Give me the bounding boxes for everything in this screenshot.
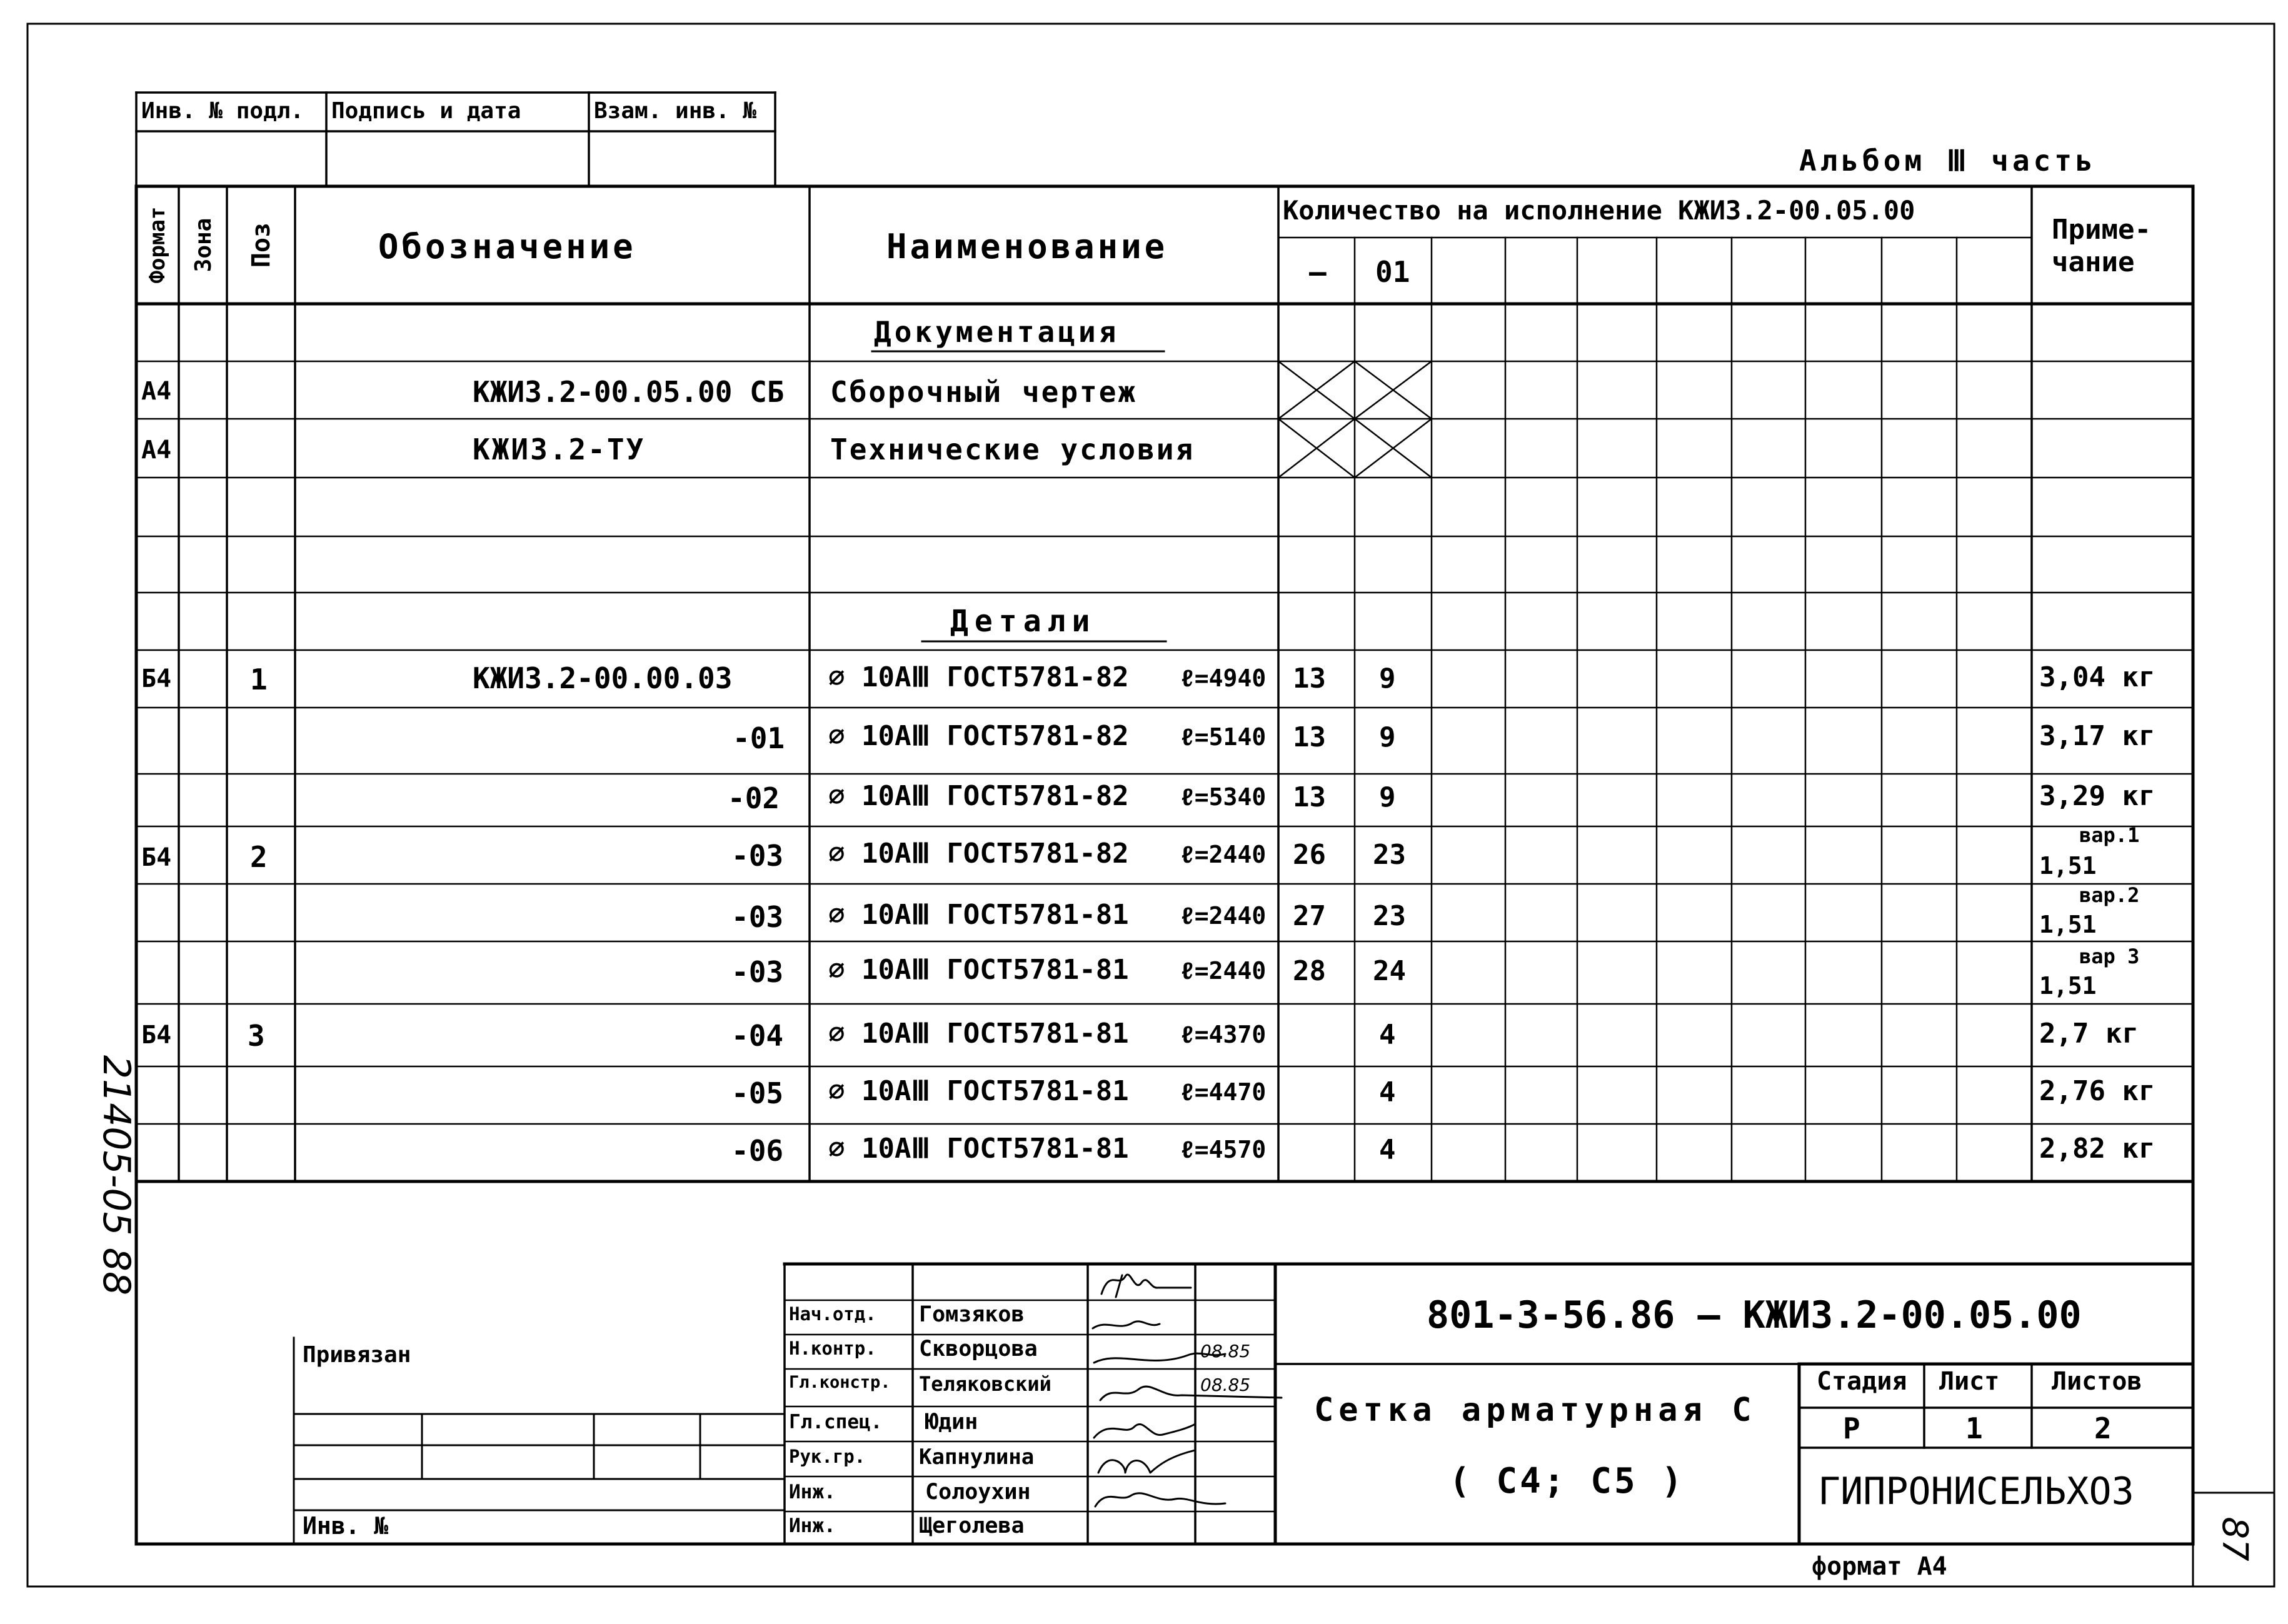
detail-row-designation: -03 <box>731 955 784 989</box>
documentation-section-heading: Документация <box>874 315 1120 349</box>
signer-role: Нач.отд. <box>789 1303 876 1325</box>
signer-role: Инж. <box>789 1481 836 1503</box>
detail-row-qty-base: 13 <box>1293 663 1326 694</box>
detail-row-pos: 1 <box>250 663 268 696</box>
detail-row-pos: 2 <box>250 840 268 874</box>
detail-row-qty-base: 27 <box>1293 900 1326 932</box>
detail-row-length: ℓ=4470 <box>1180 1078 1267 1106</box>
quantity-column-header: Количество на исполнение КЖИ3.2-00.05.00 <box>1283 195 1915 226</box>
detail-row-qty-01: 23 <box>1373 900 1406 932</box>
signer-name: Юдин <box>925 1410 978 1435</box>
detail-row-name: ⌀ 10АⅢ ГОСТ5781-82 <box>828 661 1129 693</box>
organization-name: ГИПРОНИСЕЛЬХОЗ <box>1818 1470 2134 1513</box>
format-footer: формат А4 <box>1812 1552 1947 1581</box>
note-column-header-line2: чание <box>2052 246 2135 278</box>
doc-row-format: А4 <box>141 377 172 406</box>
variant-header-base: – <box>1309 255 1327 289</box>
signer-role: Рук.гр. <box>789 1446 866 1467</box>
drawing-title-variants: ( С4; С5 ) <box>1449 1461 1685 1501</box>
pos-column-header: Поз <box>247 222 276 268</box>
inv-podl-label: Инв. № подл. <box>141 98 304 124</box>
detail-row-designation: -04 <box>731 1019 784 1053</box>
detail-row-length: ℓ=4940 <box>1180 664 1267 692</box>
detail-row-note-mass: 1,51 <box>2039 911 2097 938</box>
details-section-heading: Детали <box>950 604 1096 639</box>
detail-row-note: 3,29 кг <box>2039 780 2155 812</box>
stage-value: Р <box>1843 1411 1860 1445</box>
detail-row-name: ⌀ 10АⅢ ГОСТ5781-81 <box>828 1018 1129 1050</box>
signer-date: 08.85 <box>1200 1341 1251 1361</box>
detail-row-qty-01: 4 <box>1379 1076 1396 1108</box>
signer-name: Щеголева <box>919 1513 1025 1538</box>
designation-column-header: Обозначение <box>378 227 636 266</box>
sheets-label: Листов <box>2052 1367 2142 1396</box>
detail-row-designation: -02 <box>728 781 780 815</box>
signer-name: Капнулина <box>919 1445 1035 1470</box>
album-part-label: Альбом Ⅲ часть <box>1799 144 2097 178</box>
sheet-value: 1 <box>1965 1411 1983 1445</box>
detail-row-note: 2,76 кг <box>2039 1075 2155 1107</box>
signer-date: 08.85 <box>1200 1375 1251 1395</box>
detail-row-length: ℓ=5140 <box>1180 723 1267 751</box>
podpis-date-label: Подпись и дата <box>331 98 521 124</box>
detail-row-qty-01: 9 <box>1379 721 1396 753</box>
detail-row-format: Б4 <box>141 1021 172 1050</box>
detail-row-qty-base: 13 <box>1293 721 1326 753</box>
page-number: 87 <box>2214 1516 2255 1561</box>
drawing-title: Сетка арматурная С <box>1314 1391 1757 1429</box>
detail-row-qty-01: 9 <box>1379 663 1396 694</box>
detail-row-length: ℓ=4370 <box>1180 1021 1267 1048</box>
detail-row-qty-base: 28 <box>1293 955 1326 987</box>
signer-name: Теляковский <box>919 1372 1051 1396</box>
signer-role: Гл.констр. <box>789 1373 891 1392</box>
detail-row-qty-01: 23 <box>1373 839 1406 871</box>
signer-role: Гл.спец. <box>789 1411 883 1433</box>
detail-row-format: Б4 <box>141 664 172 693</box>
doc-row-designation: КЖИ3.2-00.05.00 СБ <box>473 375 785 409</box>
detail-row-qty-01: 4 <box>1379 1134 1396 1166</box>
signer-role: Инж. <box>789 1515 836 1537</box>
detail-row-name: ⌀ 10АⅢ ГОСТ5781-81 <box>828 1133 1129 1165</box>
detail-row-note-mass: 1,51 <box>2039 972 2097 1000</box>
detail-row-length: ℓ=2440 <box>1180 902 1267 930</box>
detail-row-format: Б4 <box>141 843 172 872</box>
detail-row-qty-01: 9 <box>1379 781 1396 813</box>
detail-row-note: 3,04 кг <box>2039 661 2155 693</box>
detail-row-name: ⌀ 10АⅢ ГОСТ5781-81 <box>828 1075 1129 1107</box>
detail-row-note: 2,7 кг <box>2039 1018 2139 1050</box>
doc-row-format: А4 <box>141 436 172 464</box>
detail-row-qty-01: 24 <box>1373 955 1406 987</box>
detail-row-qty-base: 26 <box>1293 839 1326 871</box>
note-column-header-line1: Приме- <box>2052 214 2151 246</box>
detail-row-length: ℓ=5340 <box>1180 783 1267 811</box>
detail-row-name: ⌀ 10АⅢ ГОСТ5781-82 <box>828 720 1129 752</box>
privyazan-label: Привязан <box>303 1342 411 1368</box>
doc-row-designation: КЖИ3.2-ТУ <box>473 433 646 466</box>
detail-row-name: ⌀ 10АⅢ ГОСТ5781-81 <box>828 954 1129 986</box>
signer-name: Солоухин <box>925 1480 1031 1505</box>
detail-row-name: ⌀ 10АⅢ ГОСТ5781-82 <box>828 780 1129 812</box>
sheets-value: 2 <box>2094 1411 2112 1445</box>
detail-row-qty-01: 4 <box>1379 1019 1396 1051</box>
inv-no-label: Инв. № <box>303 1512 389 1540</box>
detail-row-length: ℓ=2440 <box>1180 957 1267 985</box>
doc-row-name: Технические условия <box>830 433 1195 466</box>
detail-row-name: ⌀ 10АⅢ ГОСТ5781-81 <box>828 899 1129 931</box>
detail-row-note: 2,82 кг <box>2039 1133 2155 1165</box>
signer-name: Скворцова <box>919 1336 1038 1361</box>
detail-row-note-variant: вар 3 <box>2079 945 2140 968</box>
zone-column-header: Зона <box>191 218 216 273</box>
detail-row-note: 3,17 кг <box>2039 720 2155 752</box>
detail-row-qty-base: 13 <box>1293 781 1326 813</box>
format-column-header: Формат <box>145 206 170 284</box>
detail-row-designation: -06 <box>731 1134 784 1168</box>
detail-row-length: ℓ=2440 <box>1180 841 1267 868</box>
detail-row-designation: -05 <box>731 1076 784 1110</box>
drawing-designation: 801-3-56.86 – КЖИ3.2-00.05.00 <box>1427 1293 2082 1337</box>
detail-row-note-mass: 1,51 <box>2039 852 2097 880</box>
signer-name: Гомзяков <box>919 1302 1025 1327</box>
detail-row-designation: -03 <box>731 839 784 873</box>
detail-row-length: ℓ=4570 <box>1180 1136 1267 1163</box>
detail-row-pos: 3 <box>248 1019 265 1053</box>
detail-row-designation: -01 <box>733 721 785 755</box>
stage-label: Стадия <box>1817 1367 1907 1396</box>
archive-side-number: 21405-05 88 <box>94 1055 138 1296</box>
detail-row-designation: КЖИ3.2-00.00.03 <box>473 661 733 695</box>
name-column-header: Наименование <box>886 227 1168 266</box>
vzam-inv-label: Взам. инв. № <box>594 98 757 124</box>
detail-row-note-variant: вар.1 <box>2079 823 2140 847</box>
variant-header-01: 01 <box>1375 255 1410 289</box>
detail-row-name: ⌀ 10АⅢ ГОСТ5781-82 <box>828 838 1129 870</box>
doc-row-name: Сборочный чертеж <box>830 375 1138 409</box>
detail-row-note-variant: вар.2 <box>2079 883 2140 907</box>
detail-row-designation: -03 <box>731 900 784 934</box>
signer-role: Н.контр. <box>789 1338 876 1359</box>
sheet-label: Лист <box>1939 1367 2000 1396</box>
